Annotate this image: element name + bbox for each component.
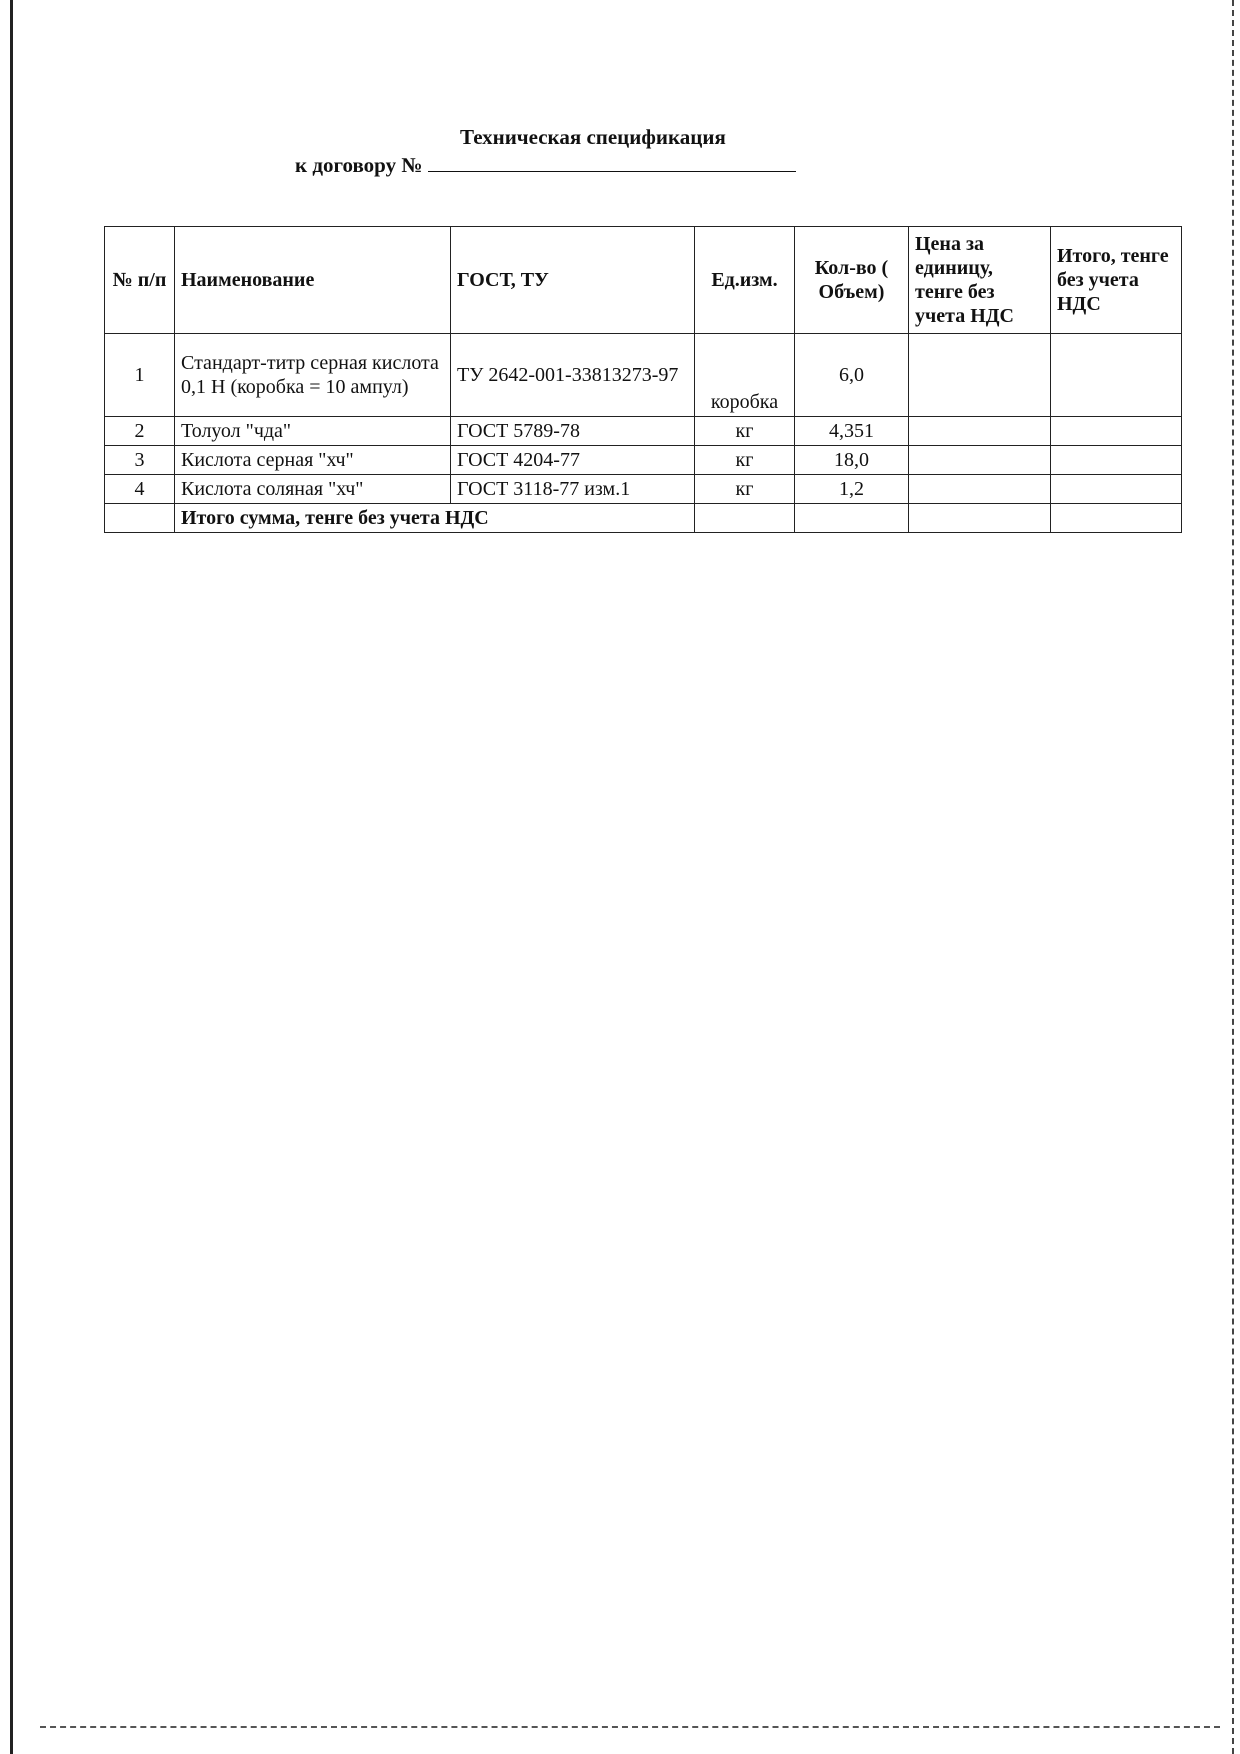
table-row [105, 475, 1182, 504]
scan-edge-left [10, 0, 13, 1754]
specification-table [104, 226, 1182, 533]
cell-num: 1 [105, 334, 175, 417]
cell-price [909, 446, 1051, 475]
header-price: Цена за единицу, тенге без учета НДС [909, 227, 1051, 334]
cell-num: 3 [105, 446, 175, 475]
cell-total-empty-num [105, 504, 175, 533]
cell-qty: 18,0 [795, 446, 909, 475]
cell-total-empty-unit [695, 504, 795, 533]
cell-qty: 4,351 [795, 417, 909, 446]
cell-gost: ТУ 2642-001-33813273-97 [451, 334, 695, 417]
scan-edge-bottom [40, 1726, 1220, 1728]
cell-price [909, 417, 1051, 446]
cell-gost: ГОСТ 3118-77 изм.1 [451, 475, 695, 504]
cell-total [1051, 334, 1182, 417]
cell-gost: ГОСТ 5789-78 [451, 417, 695, 446]
cell-name: Кислота соляная "хч" [175, 475, 451, 504]
cell-total [1051, 417, 1182, 446]
table-row [105, 334, 1182, 417]
cell-price [909, 475, 1051, 504]
cell-name: Кислота серная "хч" [175, 446, 451, 475]
cell-total-empty-price [909, 504, 1051, 533]
header-name: Наименование [175, 227, 451, 334]
contract-label: к договору № [295, 153, 423, 177]
cell-unit: кг [695, 475, 795, 504]
cell-unit: коробка [695, 334, 795, 417]
cell-num: 4 [105, 475, 175, 504]
header-qty: Кол-во ( Объем) [795, 227, 909, 334]
header-unit: Ед.изм. [695, 227, 795, 334]
document-title: Техническая спецификация [460, 125, 726, 149]
cell-num: 2 [105, 417, 175, 446]
cell-name: Стандарт-титр серная кислота 0,1 Н (коробка = 10 ампул) [175, 334, 451, 417]
cell-total-empty-qty [795, 504, 909, 533]
cell-total [1051, 446, 1182, 475]
header-total: Итого, тенге без учета НДС [1051, 227, 1182, 334]
contract-number-line [295, 153, 796, 178]
contract-number-blank [428, 153, 796, 172]
cell-qty: 1,2 [795, 475, 909, 504]
table-total-row [105, 504, 1182, 533]
cell-total [1051, 475, 1182, 504]
table-header-row [105, 227, 1182, 334]
cell-price [909, 334, 1051, 417]
cell-gost: ГОСТ 4204-77 [451, 446, 695, 475]
cell-name: Толуол "чда" [175, 417, 451, 446]
header-gost: ГОСТ, ТУ [451, 227, 695, 334]
table-row [105, 417, 1182, 446]
total-row-label: Итого сумма, тенге без учета НДС [175, 504, 695, 533]
table-row [105, 446, 1182, 475]
cell-unit: кг [695, 446, 795, 475]
cell-total-sum [1051, 504, 1182, 533]
cell-qty: 6,0 [795, 334, 909, 417]
cell-unit: кг [695, 417, 795, 446]
header-num: № п/п [105, 227, 175, 334]
scan-edge-right [1232, 0, 1234, 1754]
